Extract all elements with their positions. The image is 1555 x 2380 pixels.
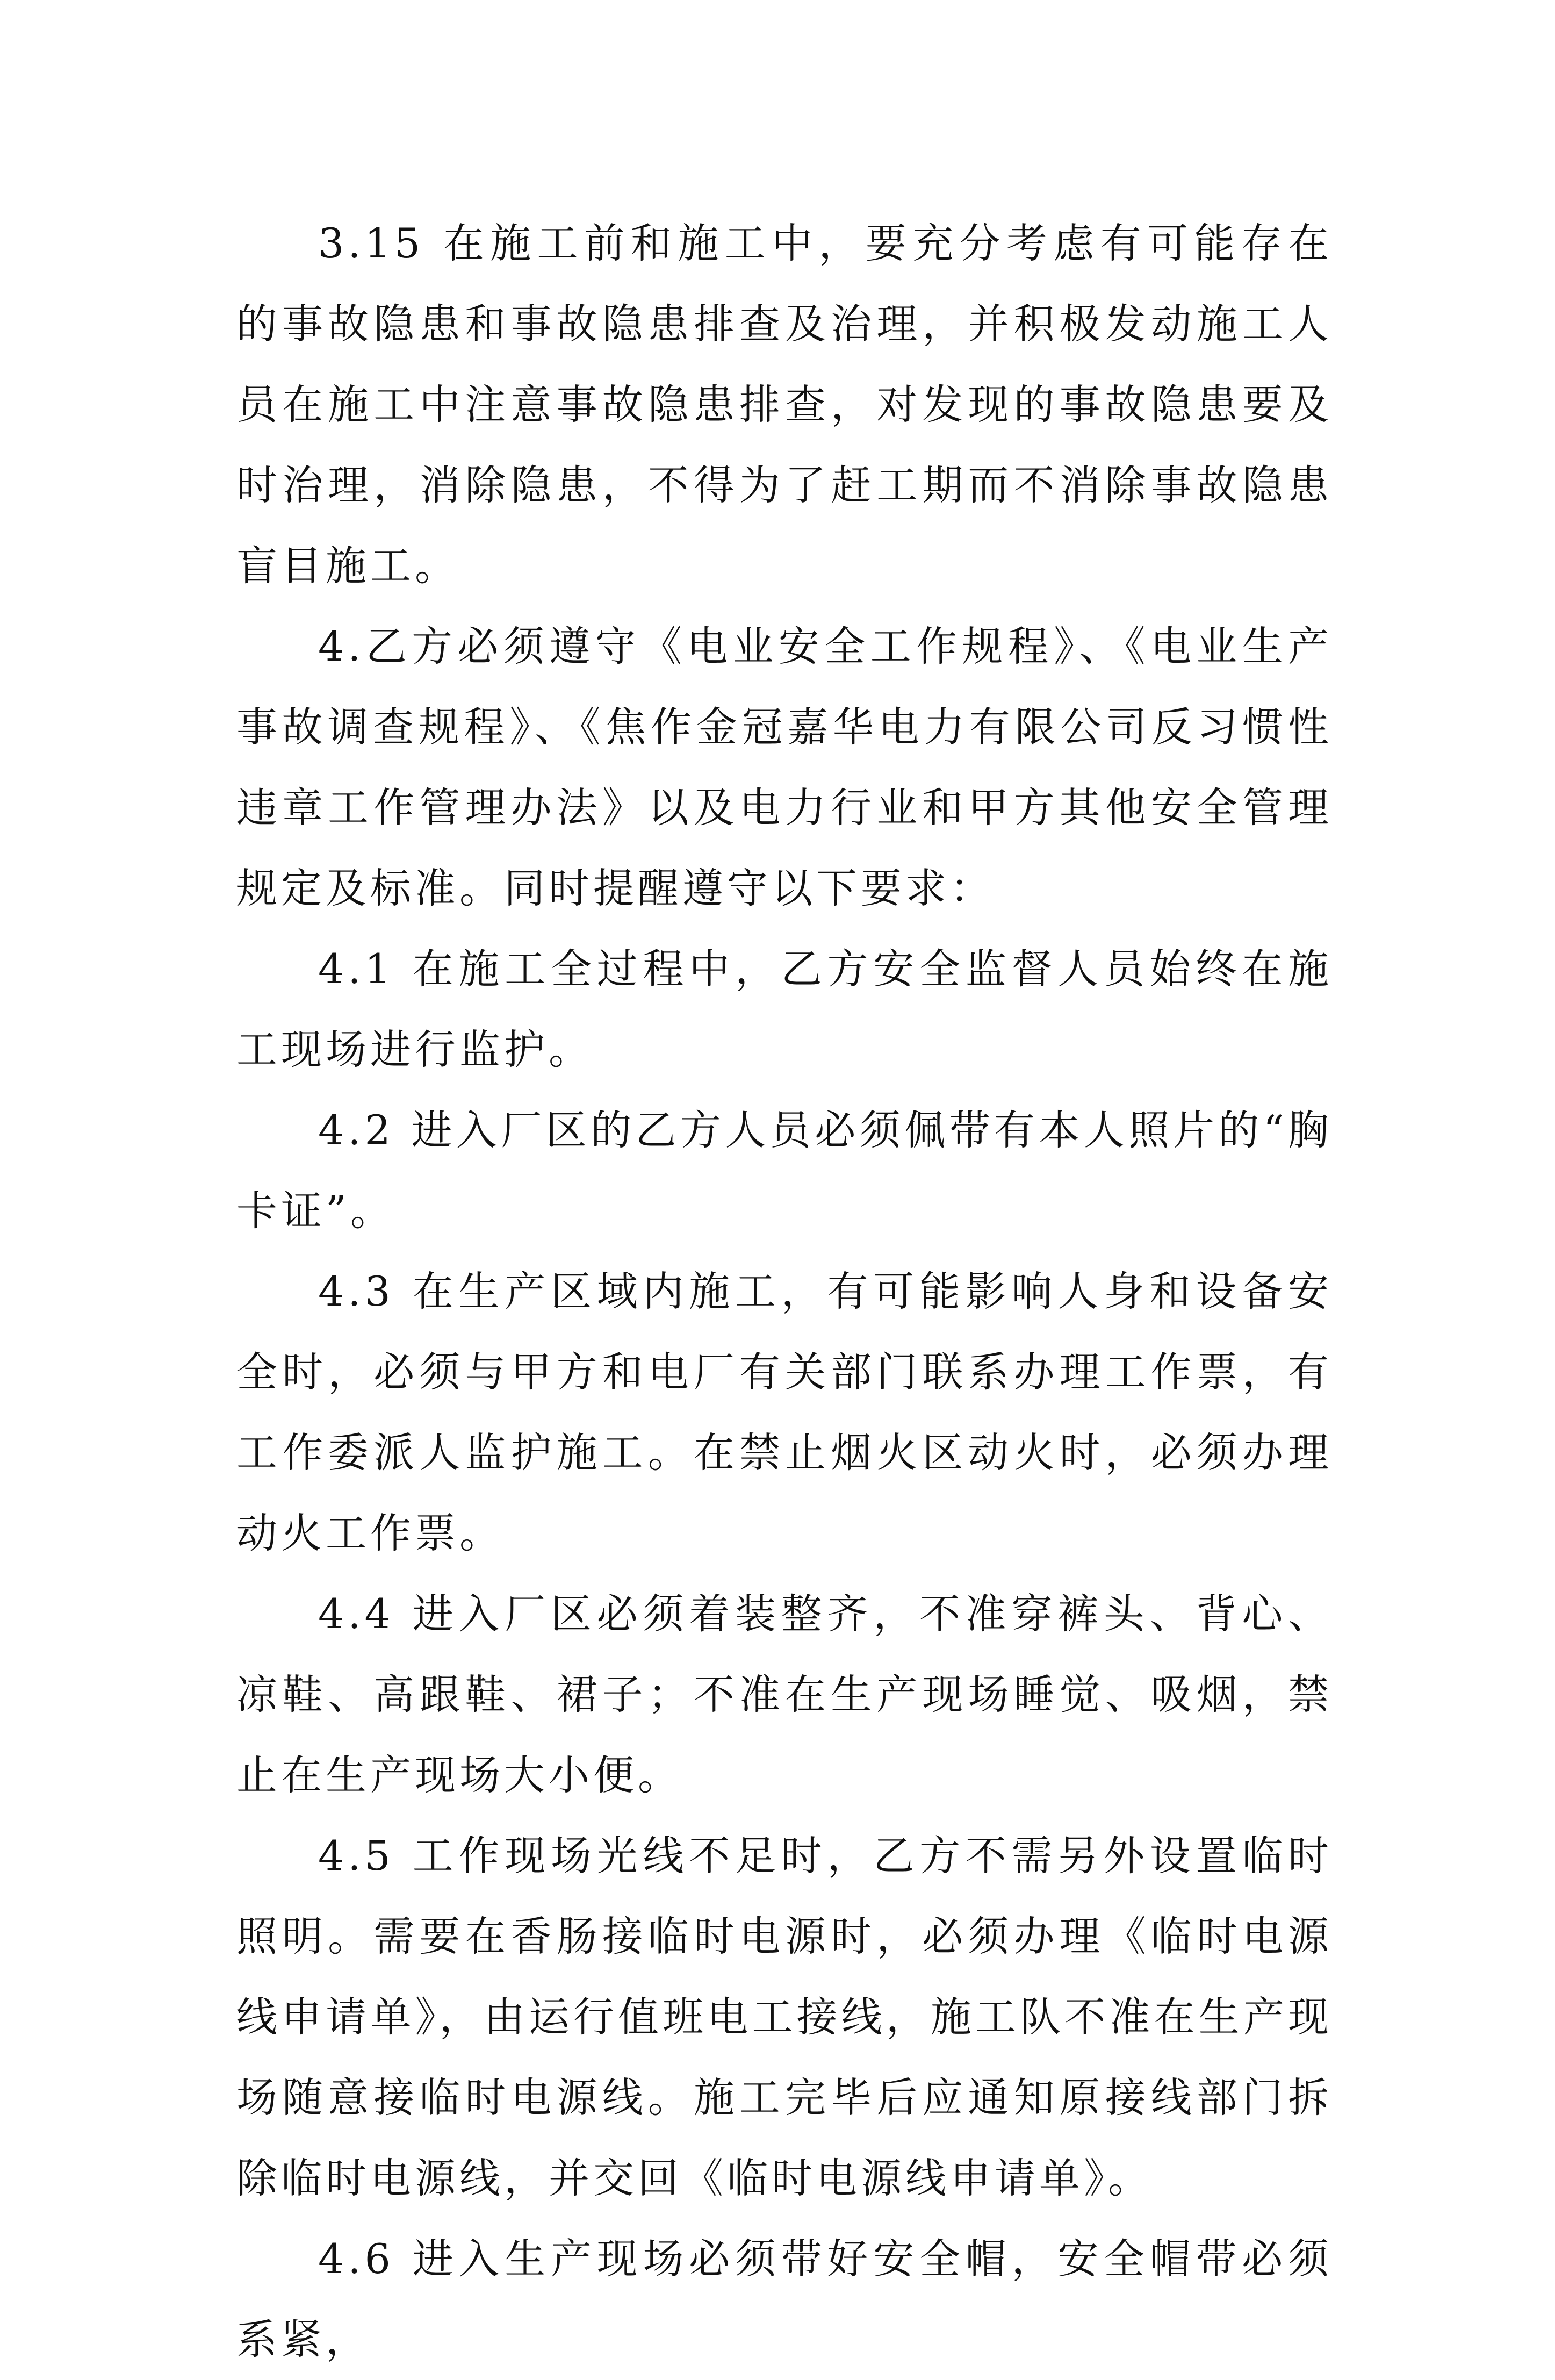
paragraph-4: 4.乙方必须遵守《电业安全工作规程》、《电业生产事故调查规程》、《焦作金冠嘉华电力有限公司反习惯性违章工作管理办法》以及电力行业和甲方其他安全管理规定及标准。同时提醒遵守以下要求： — [236, 622, 1333, 912]
paragraph-4-1: 4.1 在施工全过程中，乙方安全监督人员始终在施工现场进行监护。 — [236, 945, 1333, 1073]
paragraph-4-2: 4.2 进入厂区的乙方人员必须佩带有本人照片的“胸卡证”。 — [236, 1106, 1333, 1235]
paragraph-4-5: 4.5 工作现场光线不足时，乙方不需另外设置临时照明。需要在香肠接临时电源时，必须办理《临时电源线申请单》，由运行值班电工接线，施工队不准在生产现场随意接临时电源线。施工完毕后应通知原接线部门拆除临时电源线，并交回《临时电源线申请单》。 — [236, 1832, 1333, 2202]
paragraph-4-3: 4.3 在生产区域内施工，有可能影响人身和设备安全时，必须与甲方和电厂有关部门联系办理工作票，有工作委派人监护施工。在禁止烟火区动火时，必须办理动火工作票。 — [236, 1267, 1333, 1557]
document-body — [236, 203, 1333, 2380]
paragraph-3-15: 3.15 在施工前和施工中，要充分考虑有可能存在的事故隐患和事故隐患排查及治理，并积极发动施工人员在施工中注意事故隐患排查，对发现的事故隐患要及时治理，消除隐患，不得为了赶工期而不消除事故隐患盲目施工。 — [236, 219, 1333, 590]
paragraph-4-4: 4.4 进入厂区必须着装整齐，不准穿裤头、背心、凉鞋、高跟鞋、裙子；不准在生产现场睡觉、吸烟，禁止在生产现场大小便。 — [236, 1590, 1333, 1799]
paragraph-4-6: 4.6 进入生产现场必须带好安全帽，安全帽带必须系紧， — [236, 2235, 1333, 2363]
